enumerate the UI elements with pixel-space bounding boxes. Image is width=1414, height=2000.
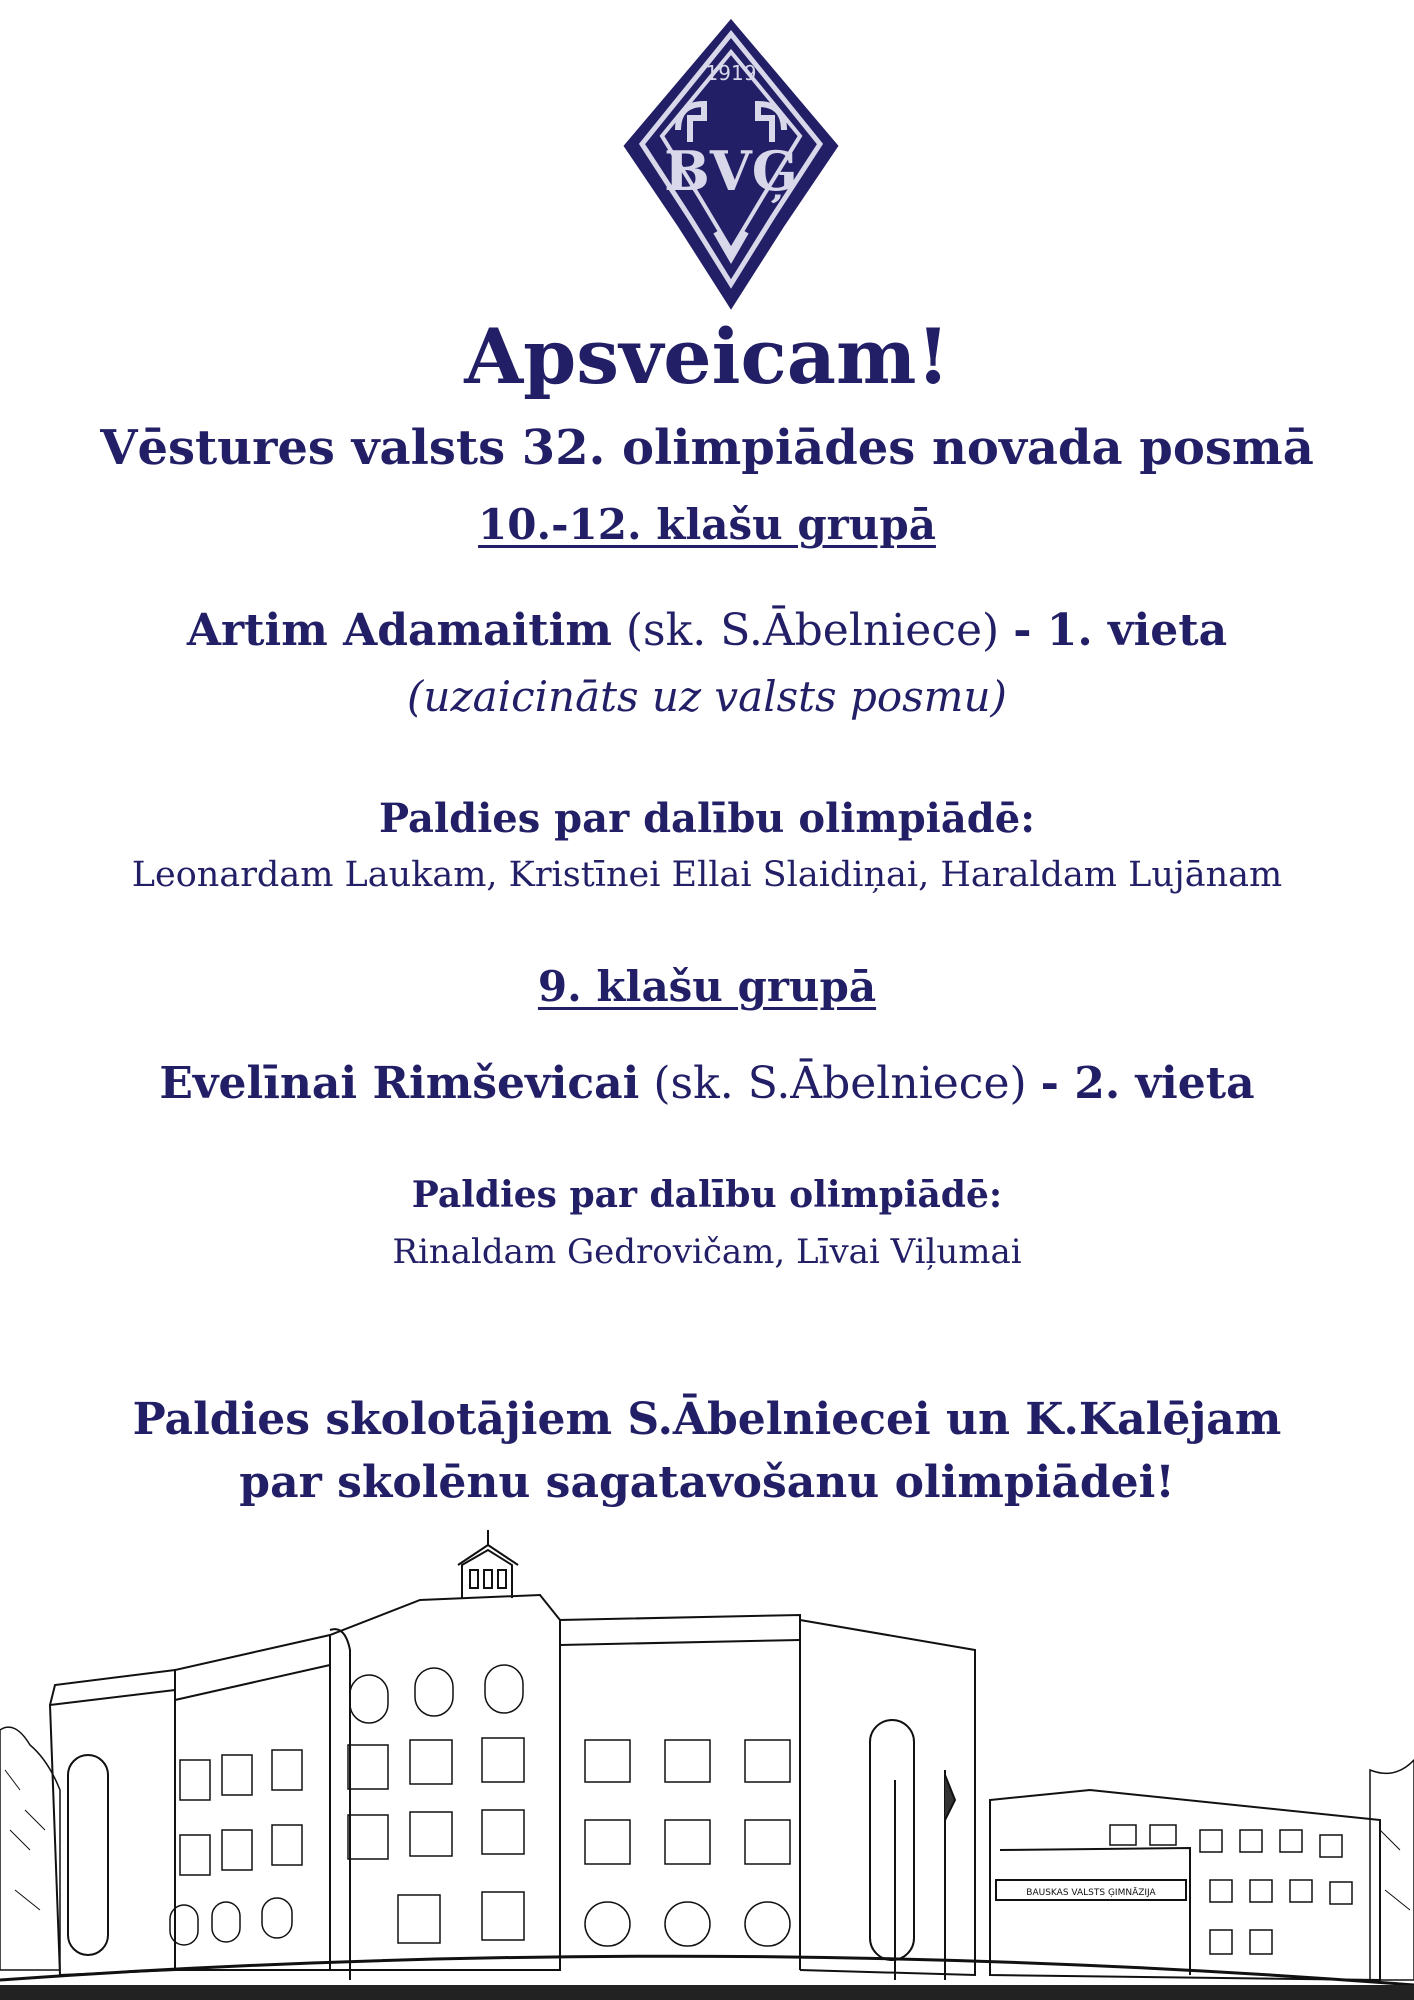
winner-name: Artim Adamaitim: [186, 605, 612, 656]
teacher-note: (sk. S.Ābelniece): [653, 1058, 1027, 1109]
participants-senior: Leonardam Laukam, Kristīnei Ellai Slaidiņai, Haraldam Lujānam: [131, 855, 1283, 895]
participants-ninth: Rinaldam Gedrovičam, Līvai Viļumai: [392, 1232, 1022, 1272]
teachers-thanks-line2: par skolēnu sagatavošanu olimpiādei!: [239, 1457, 1175, 1508]
group-label-ninth: 9. klašu grupā: [537, 962, 877, 1011]
school-building-sketch: [0, 1530, 1414, 2000]
teacher-note: (sk. S.Ābelniece): [625, 605, 1000, 656]
winner-name: Evelīnai Rimševicai: [159, 1058, 640, 1109]
place: - 1. vieta: [1013, 605, 1228, 656]
winner-line-ninth: [0, 1058, 1414, 1109]
teachers-thanks-line1: Paldies skolotājiem S.Ābelniecei un K.Kalējam: [132, 1394, 1282, 1445]
invited-note: (uzaicināts uz valsts posmu): [407, 672, 1007, 721]
school-logo: [620, 18, 842, 310]
olympiad-subtitle: Vēstures valsts 32. olimpiādes novada posmā: [100, 420, 1314, 476]
logo-monogram: BVĢ: [664, 139, 798, 203]
thanks-heading-ninth: Paldies par dalību olimpiādē:: [411, 1174, 1003, 1216]
building-sign: BAUSKAS VALSTS ĢIMNĀZIJA: [1026, 1888, 1156, 1898]
thanks-heading-senior: Paldies par dalību olimpiādē:: [379, 795, 1035, 842]
logo-year: 1919: [705, 61, 757, 85]
page-title: Apsveicam!: [464, 312, 950, 401]
group-label-senior: 10.-12. klašu grupā: [478, 500, 936, 549]
winner-line-senior: [0, 605, 1414, 656]
place: - 2. vieta: [1040, 1058, 1255, 1109]
teachers-thanks: [0, 1388, 1414, 1514]
